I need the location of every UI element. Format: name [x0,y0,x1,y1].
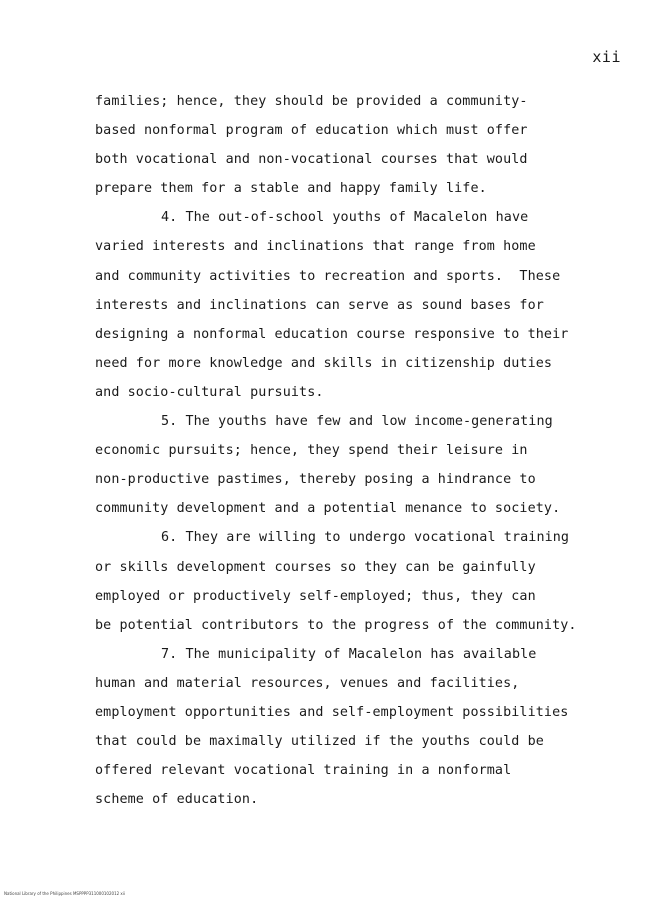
text-line: based nonformal program of education which must offer [95,123,528,139]
text-line: 5. The youths have few and low income-generating [161,414,553,430]
text-line: employed or productively self-employed; thus, they can [95,588,536,604]
text-line: scheme of education. [95,792,259,808]
text-line: 6. They are willing to undergo vocational training [161,530,570,546]
text-line: and socio-cultural pursuits. [95,384,324,400]
text-line: human and material resources, venues and facilities, [95,675,520,691]
scan-footer-note: National Library of the Philippines MSPPPP311000102012 xii [4,891,126,896]
text-line: varied interests and inclinations that range from home [95,239,536,255]
text-line: economic pursuits; hence, they spend their leisure in [95,443,528,459]
text-line: 4. The out-of-school youths of Macalelon have [161,210,529,226]
text-line: 7. The municipality of Macalelon has available [161,646,537,662]
text-line: offered relevant vocational training in a nonformal [95,763,512,779]
text-line: interests and inclinations can serve as sound bases for [95,297,544,313]
page-number: xii [592,48,621,66]
text-line: community development and a potential menance to society. [95,501,561,517]
text-line: and community activities to recreation and sports. These [95,268,561,284]
text-line: families; hence, they should be provided a community- [95,94,528,109]
text-line: be potential contributors to the progress of the community. [95,617,577,633]
text-line: both vocational and non-vocational courses that would [95,152,528,168]
text-line: designing a nonformal education course responsive to their [95,326,569,342]
text-line: or skills development courses so they can be gainfully [95,559,536,575]
text-line: need for more knowledge and skills in citizenship duties [95,355,553,371]
body-text [95,87,615,814]
text-line: that could be maximally utilized if the youths could be [95,734,544,750]
text-line: prepare them for a stable and happy family life. [95,181,487,197]
text-line: employment opportunities and self-employment possibilities [95,704,569,720]
text-line: non-productive pastimes, thereby posing a hindrance to [95,472,536,488]
